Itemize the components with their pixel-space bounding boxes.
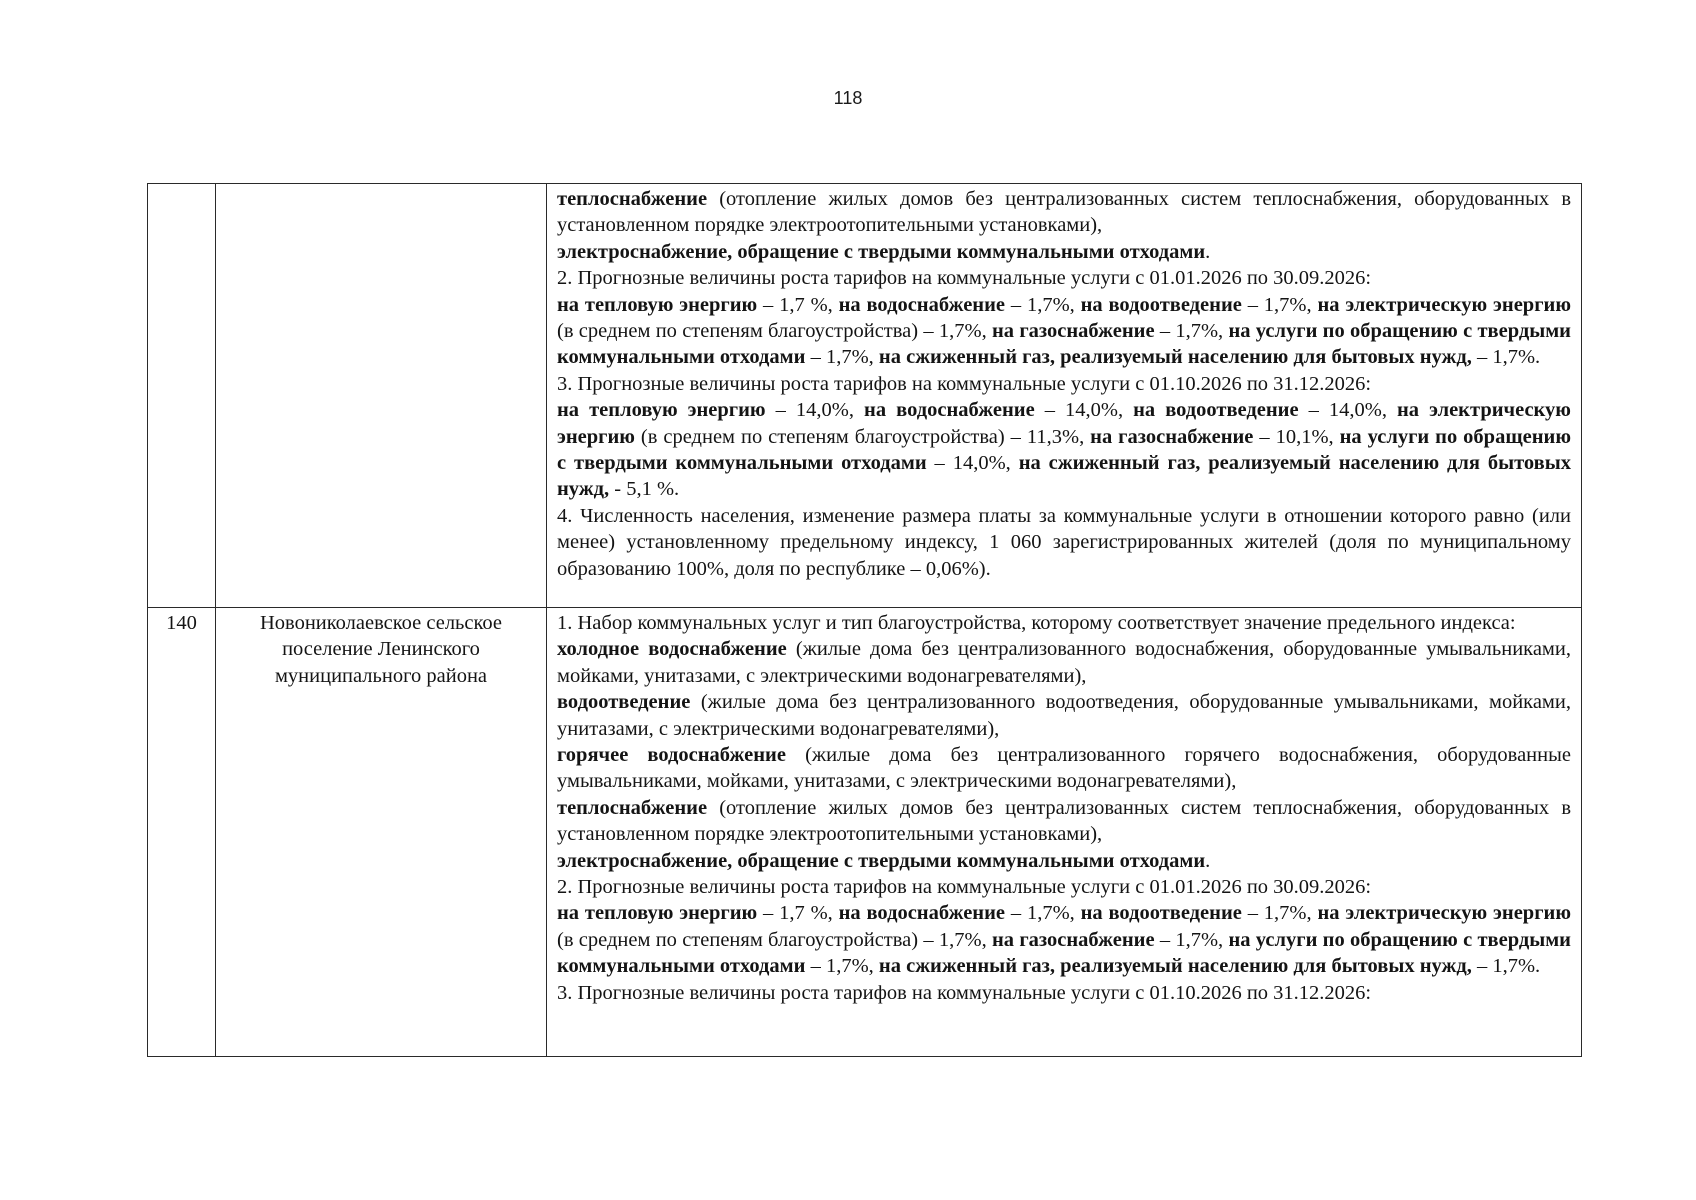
forecast-period-1-heading: 2. Прогнозные величины роста тарифов на коммунальные услуги с 01.01.2026 по 30.09.2026:	[557, 267, 1372, 290]
municipality-name-cell: Новониколаевское сельское поселение Ленинского муниципального района	[216, 608, 547, 1057]
forecast-period-2-heading: 3. Прогнозные величины роста тарифов на коммунальные услуги с 01.10.2026 по 31.12.2026:	[557, 981, 1372, 1004]
service-heating-paragraph: теплоснабжение (отопление жилых домов без централизованных систем теплоснабжения, оборудованных в установленном порядке электроотопительными установками),	[557, 796, 1571, 846]
table-row	[148, 184, 1582, 608]
service-electricity-waste-paragraph: электроснабжение, обращение с твердыми коммунальными отходами.	[557, 849, 1211, 872]
tariff-details-cell	[547, 608, 1582, 1057]
tariff-details-cell	[547, 184, 1582, 608]
row-number-cell: 140	[148, 608, 216, 1057]
forecast-period-1-rates: на тепловую энергию – 1,7 %, на водоснабжение – 1,7%, на водоотведение – 1,7%, на электрическую энергию (в среднем по степеням благоустройства) – 1,7%, на газоснабжение – 1,7%, на услуги по обращению с твердыми коммунальными отходами – 1,7%, на сжиженный газ, реализуемый населению для бытовых нужд, – 1,7%.	[557, 293, 1571, 369]
forecast-period-1-heading: 2. Прогнозные величины роста тарифов на коммунальные услуги с 01.01.2026 по 30.09.2026:	[557, 876, 1372, 899]
service-sewerage-paragraph: водоотведение (жилые дома без централизованного водоотведения, оборудованные умывальниками, мойками, унитазами, с электрическими водонагревателями),	[557, 691, 1571, 740]
population-paragraph: 4. Численность населения, изменение размера платы за коммунальные услуги в отношении которого равно (или менее) установленному предельному индексу, 1 060 зарегистрированных жителей (доля по муниципальному образованию 100%, доля по республике – 0,06%).	[557, 504, 1571, 580]
table-row	[148, 608, 1582, 1057]
forecast-period-1-rates: на тепловую энергию – 1,7 %, на водоснабжение – 1,7%, на водоотведение – 1,7%, на электрическую энергию (в среднем по степеням благоустройства) – 1,7%, на газоснабжение – 1,7%, на услуги по обращению с твердыми коммунальными отходами – 1,7%, на сжиженный газ, реализуемый населению для бытовых нужд, – 1,7%.	[557, 902, 1571, 978]
row-number-cell	[148, 184, 216, 608]
forecast-period-2-rates: на тепловую энергию – 14,0%, на водоснабжение – 14,0%, на водоотведение – 14,0%, на электрическую энергию (в среднем по степеням благоустройства) – 11,3%, на газоснабжение – 10,1%, на услуги по обращению с твердыми коммунальными отходами – 14,0%, на сжиженный газ, реализуемый населению для бытовых нужд, - 5,1 %.	[557, 399, 1572, 501]
municipality-name-cell	[216, 184, 547, 608]
page-number: 118	[833, 88, 863, 108]
service-cold-water-paragraph: холодное водоснабжение (жилые дома без централизованного водоснабжения, оборудованные умывальниками, мойками, унитазами, с электрическими водонагревателями),	[557, 638, 1571, 687]
tariff-table	[147, 183, 1582, 1057]
services-set-heading: 1. Набор коммунальных услуг и тип благоустройства, которому соответствует значение предельного индекса:	[557, 612, 1516, 634]
service-hot-water-paragraph: горячее водоснабжение (жилые дома без централизованного горячего водоснабжения, оборудованные умывальниками, мойками, унитазами, с электрическими водонагревателями),	[557, 744, 1571, 793]
forecast-period-2-heading: 3. Прогнозные величины роста тарифов на коммунальные услуги с 01.10.2026 по 31.12.2026:	[557, 372, 1372, 395]
service-heating-paragraph: теплоснабжение (отопление жилых домов без централизованных систем теплоснабжения, оборудованных в установленном порядке электроотопительными установками),	[557, 188, 1571, 237]
service-electricity-waste-paragraph: электроснабжение, обращение с твердыми коммунальными отходами.	[557, 240, 1211, 263]
